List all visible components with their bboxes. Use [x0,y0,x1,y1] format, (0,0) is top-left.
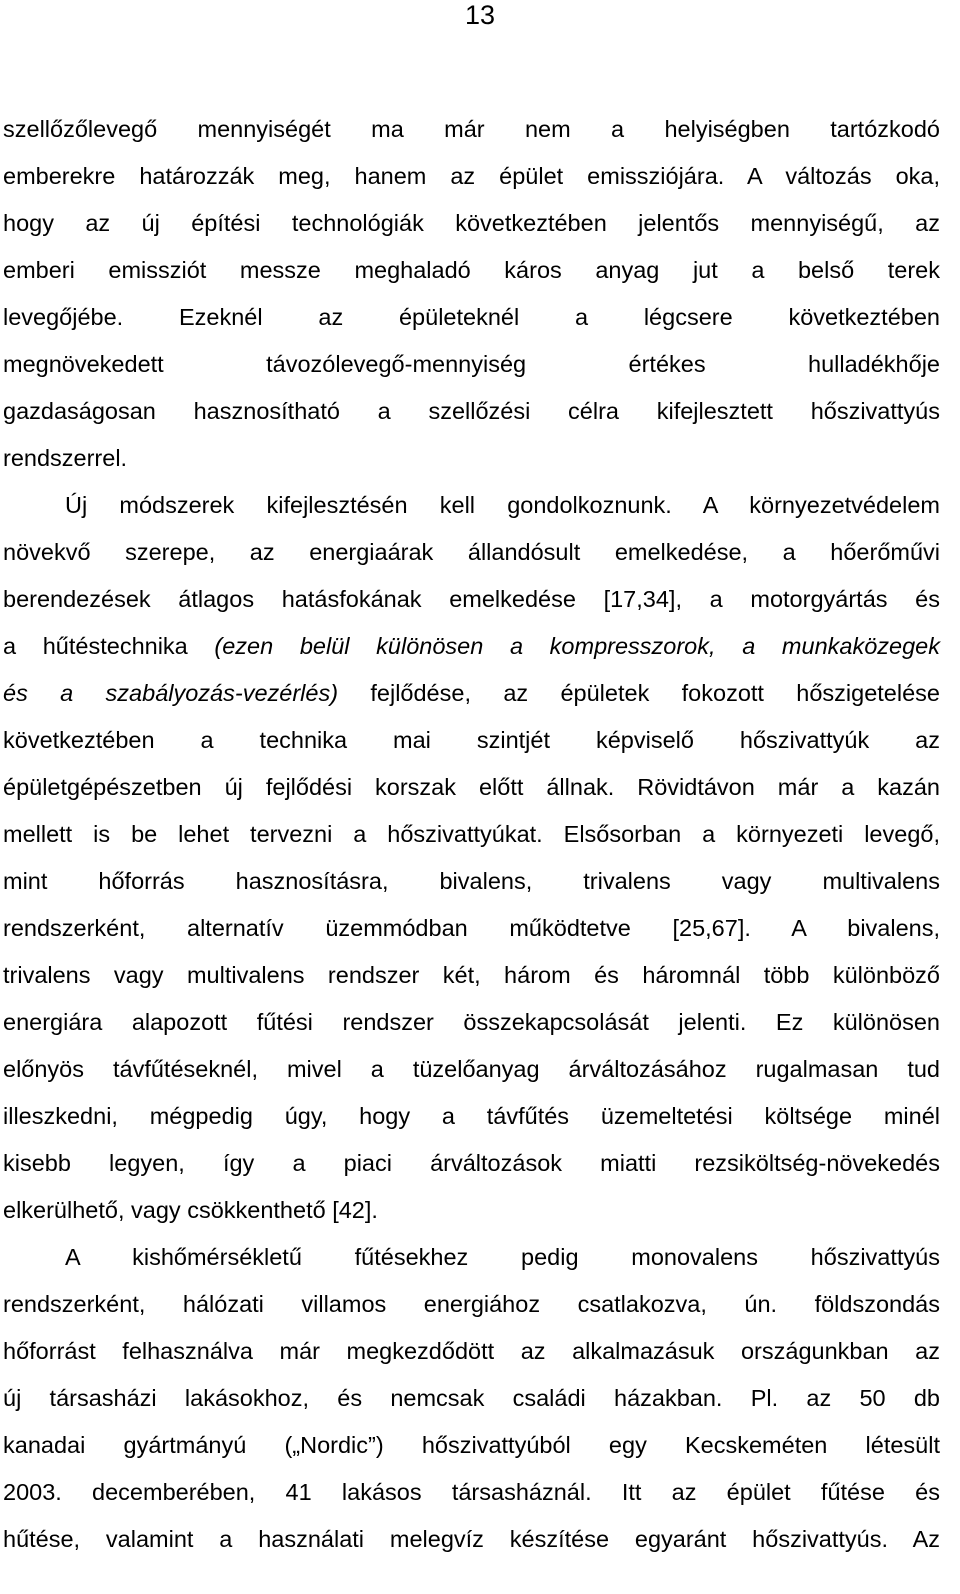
text-span: a hűtéstechnika [3,633,215,659]
text-line: trivalens vagy multivalens rendszer két, három és háromnál több különböző [3,962,940,988]
page-number: 13 [464,0,496,30]
text-span: fejlődése, az épületek fokozott hőszigetelése [338,680,940,706]
text-line: illeszkedni, mégpedig úgy, hogy a távfűtés üzemeltetési költsége minél [3,1103,940,1129]
text-line: hőforrást felhasználva már megkezdődött az alkalmazásuk országunkban az [3,1338,940,1364]
text-line: mint hőforrás hasznosításra, bivalens, trivalens vagy multivalens [3,868,940,894]
text-line: rendszerként, alternatív üzemmódban működtetve [25,67]. A bivalens, [3,915,940,941]
text-line: elkerülhető, vagy csökkenthető [42]. [3,1197,378,1223]
text-line: növekvő szerepe, az energiaárak állandósult emelkedése, a hőerőművi [3,539,940,565]
text-line: kisebb legyen, így a piaci árváltozások miatti rezsiköltség-növekedés [3,1150,940,1176]
text-line: 2003. decemberében, 41 lakásos társasháznál. Itt az épület fűtése és [3,1479,940,1505]
text-line: hogy az új építési technológiák következtében jelentős mennyiségű, az [3,210,940,236]
text-line: kanadai gyártmányú („Nordic”) hőszivattyúból egy Kecskeméten létesült [3,1432,940,1458]
text-line: megnövekedett távozólevegő-mennyiség értékes hulladékhője [3,351,940,377]
text-line: épületgépészetben új fejlődési korszak előtt állnak. Rövidtávon már a kazán [3,774,940,800]
text-line: emberekre határozzák meg, hanem az épület emissziójára. A változás oka, [3,163,940,189]
text-line: előnyös távfűtéseknél, mivel a tüzelőanyag árváltozásához rugalmasan tud [3,1056,940,1082]
text-line: Új módszerek kifejlesztésén kell gondolkoznunk. A környezetvédelem [65,492,940,518]
text-line: új társasházi lakásokhoz, és nemcsak családi házakban. Pl. az 50 db [3,1385,940,1411]
text-line: A kishőmérsékletű fűtésekhez pedig monovalens hőszivattyús [65,1244,940,1270]
text-line: berendezések átlagos hatásfokának emelkedése [17,34], a motorgyártás és [3,586,940,612]
text-line: emberi emissziót messze meghaladó káros anyag jut a belső terek [3,257,940,283]
text-line: gazdaságosan hasznosítható a szellőzési célra kifejlesztett hőszivattyús [3,398,940,424]
text-line: következtében a technika mai szintjét képviselő hőszivattyúk az [3,727,940,753]
text-line: mellett is be lehet tervezni a hőszivattyúkat. Elsősorban a környezeti levegő, [3,821,940,847]
text-line: levegőjébe. Ezeknél az épületeknél a légcsere következtében [3,304,940,330]
text-line [3,678,940,708]
text-line: rendszerrel. [3,445,128,471]
italic-text-span: és a szabályozás-vezérlés) [3,680,339,706]
text-line: energiára alapozott fűtési rendszer összekapcsolását jelenti. Ez különösen [3,1009,940,1035]
text-line: hűtése, valamint a használati melegvíz készítése egyaránt hőszivattyús. Az [3,1526,940,1552]
italic-text-span: (ezen belül különösen a kompresszorok, a munkaközegek [214,633,940,659]
text-line: rendszerként, hálózati villamos energiához csatlakozva, ún. földszondás [3,1291,940,1317]
text-line: szellőzőlevegő mennyiségét ma már nem a helyiségben tartózkodó [3,116,940,142]
text-line [3,631,940,661]
